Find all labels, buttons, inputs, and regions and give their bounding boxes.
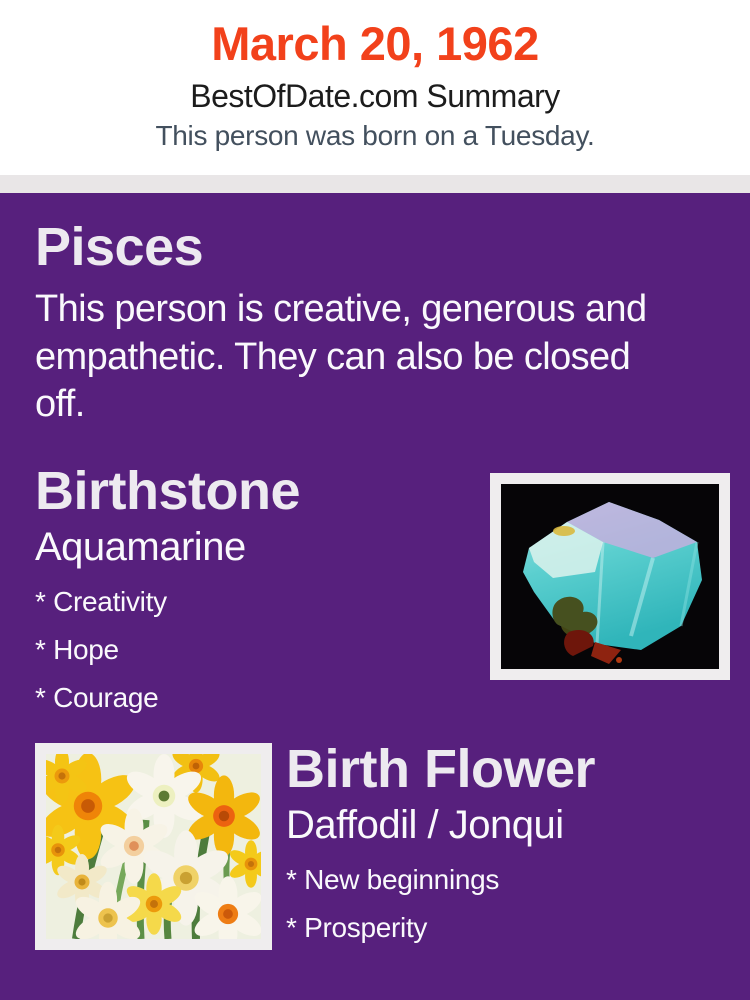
birth-flower-heading: Birth Flower xyxy=(286,739,596,800)
birth-flower-text xyxy=(286,737,595,943)
born-day-line: This person was born on a Tuesday. xyxy=(155,119,595,151)
aquamarine-stone-illustration xyxy=(501,484,719,669)
aquamarine-photo xyxy=(490,473,730,680)
birthstone-name: Aquamarine xyxy=(35,525,246,569)
birth-flower-traits xyxy=(286,865,595,944)
zodiac-description: This person is creative, generous and empathetic. They can also be closed off. xyxy=(35,287,647,426)
daffodil-photo xyxy=(35,743,272,950)
birthstone-trait: * Hope xyxy=(35,633,119,665)
site-summary-line: BestOfDate.com Summary xyxy=(190,77,560,114)
main-purple-section xyxy=(0,193,750,1000)
birthstone-text xyxy=(35,463,300,713)
birthstone-section xyxy=(35,463,730,713)
header-divider xyxy=(0,175,750,193)
birth-flower-trait: * New beginnings xyxy=(286,864,500,896)
birth-flower-section xyxy=(35,737,730,950)
birthstone-traits xyxy=(35,587,300,713)
birth-flower-trait: * Prosperity xyxy=(286,911,428,943)
daffodil-flowers-illustration xyxy=(46,754,261,939)
birthstone-heading: Birthstone xyxy=(35,461,300,522)
zodiac-sign-heading: Pisces xyxy=(35,217,204,277)
birthstone-trait: * Courage xyxy=(35,681,159,713)
header xyxy=(0,0,750,175)
birth-flower-name: Daffodil / Jonqui xyxy=(286,803,564,848)
birthstone-trait: * Creativity xyxy=(35,586,167,617)
zodiac-section xyxy=(35,219,730,429)
page-title: March 20, 1962 xyxy=(211,17,539,70)
